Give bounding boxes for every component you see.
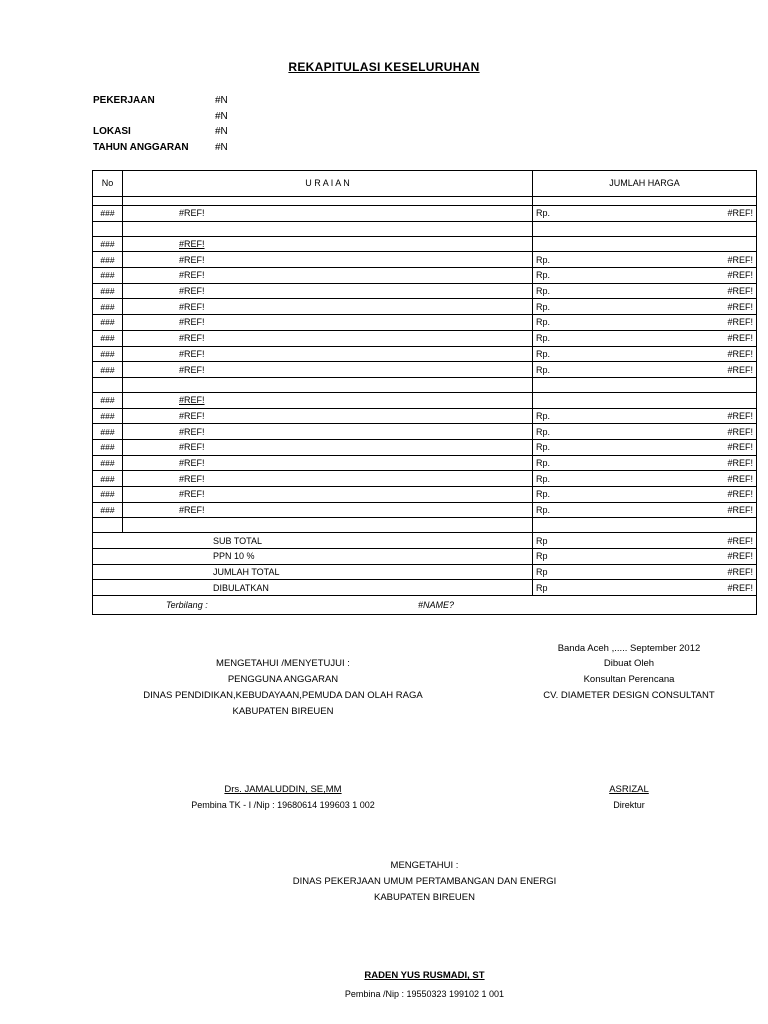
row-uraian: #REF!	[123, 487, 533, 503]
table-header-row	[93, 171, 757, 197]
right-made-by: Dibuat Oleh	[603, 658, 655, 669]
col-uraian-header: U R A I A N	[123, 171, 533, 197]
left-signatory-name: Drs. JAMALUDDIN, SE,MM	[224, 784, 342, 795]
row-no: ###	[93, 502, 123, 518]
table-row	[93, 455, 757, 471]
rp-label: Rp	[536, 567, 548, 578]
summary-value	[533, 564, 757, 580]
table-row	[93, 315, 757, 331]
row-uraian: #REF!	[123, 471, 533, 487]
table-row	[93, 439, 757, 455]
amount: #REF!	[727, 473, 753, 484]
summary-row-rounded	[93, 580, 757, 596]
table-row	[93, 299, 757, 315]
section-1-header	[93, 236, 757, 252]
amount: #REF!	[727, 254, 753, 265]
row-uraian: #REF!	[123, 315, 533, 331]
section-title: #REF!	[123, 236, 533, 252]
row-jumlah	[533, 424, 757, 440]
rp-label: Rp.	[536, 426, 551, 437]
amount: #REF!	[727, 505, 753, 516]
row-jumlah	[533, 206, 757, 222]
table-row	[93, 487, 757, 503]
row-uraian: #REF!	[123, 283, 533, 299]
left-signatory-nip: Pembina TK - I /Nip : 19680614 199603 1 002	[191, 800, 375, 810]
rp-label: Rp.	[536, 410, 551, 421]
amount: #REF!	[727, 364, 753, 375]
label-lokasi: LOKASI	[93, 126, 131, 137]
rp-label: Rp.	[536, 286, 551, 297]
terbilang-value: #NAME?	[418, 600, 455, 611]
terbilang-label: Terbilang :	[166, 600, 208, 611]
section-title: #REF!	[123, 392, 533, 408]
row-jumlah	[533, 283, 757, 299]
spacer-row	[93, 197, 757, 206]
value-pekerjaan: #N	[215, 95, 228, 106]
label-pekerjaan: PEKERJAAN	[93, 95, 155, 106]
table-row	[93, 502, 757, 518]
row-uraian: #REF!	[123, 299, 533, 315]
page-title: REKAPITULASI KESELURUHAN	[288, 60, 480, 74]
amount: #REF!	[727, 333, 753, 344]
summary-label: JUMLAH TOTAL	[93, 564, 533, 580]
rp-label: Rp.	[536, 208, 551, 219]
row-jumlah	[533, 330, 757, 346]
rp-label: Rp.	[536, 457, 551, 468]
col-no-header: No	[93, 171, 123, 197]
row-jumlah	[533, 487, 757, 503]
row-jumlah	[533, 455, 757, 471]
right-role: Konsultan Perencana	[583, 674, 675, 685]
left-role: PENGGUNA ANGGARAN	[227, 674, 339, 685]
amount: #REF!	[727, 457, 753, 468]
row-uraian: #REF!	[123, 362, 533, 378]
summary-value	[533, 549, 757, 565]
blank-row	[93, 377, 757, 392]
place-date: Banda Aceh ,..... September 2012	[557, 643, 701, 654]
row-no: ###	[93, 424, 123, 440]
table-row	[93, 471, 757, 487]
terbilang-row	[93, 596, 757, 615]
row-no: ###	[93, 408, 123, 424]
row-no: ###	[93, 362, 123, 378]
bottom-approval-label: MENGETAHUI :	[390, 860, 459, 871]
row-no: ###	[93, 439, 123, 455]
left-institution: DINAS PENDIDIKAN,KEBUDAYAAN,PEMUDA DAN OLAH RAGA	[143, 690, 423, 701]
rp-label: Rp	[536, 535, 548, 546]
table-row	[93, 330, 757, 346]
table-row	[93, 268, 757, 284]
amount: #REF!	[727, 410, 753, 421]
rp-label: Rp	[536, 551, 548, 562]
row-no: ###	[93, 330, 123, 346]
rp-label: Rp.	[536, 489, 551, 500]
row-no: ###	[93, 283, 123, 299]
row-uraian: #REF!	[123, 455, 533, 471]
row-uraian: #REF!	[123, 206, 533, 222]
row-jumlah	[533, 299, 757, 315]
row-jumlah	[533, 471, 757, 487]
row-jumlah	[533, 502, 757, 518]
rp-label: Rp.	[536, 270, 551, 281]
bottom-signatory-nip: Pembina /Nip : 19550323 199102 1 001	[344, 989, 505, 999]
summary-row-total	[93, 564, 757, 580]
recap-table	[92, 170, 757, 615]
row-jumlah	[533, 252, 757, 268]
row-no: ###	[93, 471, 123, 487]
row-uraian: #REF!	[123, 252, 533, 268]
row-no: ###	[93, 346, 123, 362]
rp-label: Rp.	[536, 348, 551, 359]
amount: #REF!	[727, 582, 753, 593]
amount: #REF!	[727, 535, 753, 546]
rp-label: Rp.	[536, 505, 551, 516]
right-company: CV. DIAMETER DESIGN CONSULTANT	[543, 690, 715, 701]
row-no: ###	[93, 315, 123, 331]
table-row	[93, 283, 757, 299]
right-signatory-position: Direktur	[613, 800, 645, 810]
row-uraian: #REF!	[123, 408, 533, 424]
summary-row-ppn	[93, 549, 757, 565]
row-no: ###	[93, 206, 123, 222]
blank-row	[93, 221, 757, 236]
amount: #REF!	[727, 489, 753, 500]
amount: #REF!	[727, 551, 753, 562]
rp-label: Rp.	[536, 473, 551, 484]
amount: #REF!	[727, 442, 753, 453]
row-no: ###	[93, 268, 123, 284]
row-jumlah	[533, 408, 757, 424]
rp-label: Rp.	[536, 254, 551, 265]
row-jumlah	[533, 268, 757, 284]
amount: #REF!	[727, 567, 753, 578]
table-row	[93, 424, 757, 440]
rp-label: Rp.	[536, 442, 551, 453]
value-pekerjaan-2: #N	[215, 111, 228, 122]
row-uraian: #REF!	[123, 502, 533, 518]
section-no: ###	[93, 392, 123, 408]
rp-label: Rp.	[536, 364, 551, 375]
left-approval-label: MENGETAHUI /MENYETUJUI :	[216, 658, 350, 669]
row-no: ###	[93, 252, 123, 268]
value-lokasi: #N	[215, 126, 228, 137]
bottom-signatory-name: RADEN YUS RUSMADI, ST	[364, 970, 485, 981]
row-uraian: #REF!	[123, 424, 533, 440]
row-no: ###	[93, 487, 123, 503]
col-jumlah-header: JUMLAH HARGA	[533, 171, 757, 197]
rp-label: Rp.	[536, 301, 551, 312]
amount: #REF!	[727, 286, 753, 297]
summary-label: SUB TOTAL	[93, 533, 533, 549]
bottom-institution: DINAS PEKERJAAN UMUM PERTAMBANGAN DAN ENERGI	[292, 876, 557, 887]
summary-label: DIBULATKAN	[93, 580, 533, 596]
row-uraian: #REF!	[123, 346, 533, 362]
section-2-header	[93, 392, 757, 408]
value-tahun-anggaran: #N	[215, 142, 228, 153]
table-row	[93, 346, 757, 362]
left-region: KABUPATEN BIREUEN	[232, 706, 334, 717]
table-row	[93, 362, 757, 378]
amount: #REF!	[727, 301, 753, 312]
amount: #REF!	[727, 270, 753, 281]
amount: #REF!	[727, 426, 753, 437]
table-row	[93, 408, 757, 424]
amount: #REF!	[727, 317, 753, 328]
row-no: ###	[93, 455, 123, 471]
label-tahun-anggaran: TAHUN ANGGARAN	[93, 142, 189, 153]
row-jumlah	[533, 346, 757, 362]
right-signatory-name: ASRIZAL	[609, 784, 649, 795]
row-uraian: #REF!	[123, 439, 533, 455]
row-uraian: #REF!	[123, 330, 533, 346]
row-jumlah	[533, 315, 757, 331]
rp-label: Rp.	[536, 333, 551, 344]
table-row	[93, 206, 757, 222]
row-jumlah	[533, 362, 757, 378]
table-row	[93, 252, 757, 268]
blank-row	[93, 518, 757, 533]
row-uraian: #REF!	[123, 268, 533, 284]
summary-value	[533, 580, 757, 596]
rp-label: Rp.	[536, 317, 551, 328]
terbilang-cell	[93, 596, 757, 615]
amount: #REF!	[727, 348, 753, 359]
section-no: ###	[93, 236, 123, 252]
summary-label: PPN 10 %	[93, 549, 533, 565]
row-jumlah	[533, 439, 757, 455]
bottom-region: KABUPATEN BIREUEN	[373, 892, 475, 903]
summary-value	[533, 533, 757, 549]
summary-row-subtotal	[93, 533, 757, 549]
amount: #REF!	[727, 208, 753, 219]
rp-label: Rp	[536, 582, 548, 593]
row-no: ###	[93, 299, 123, 315]
